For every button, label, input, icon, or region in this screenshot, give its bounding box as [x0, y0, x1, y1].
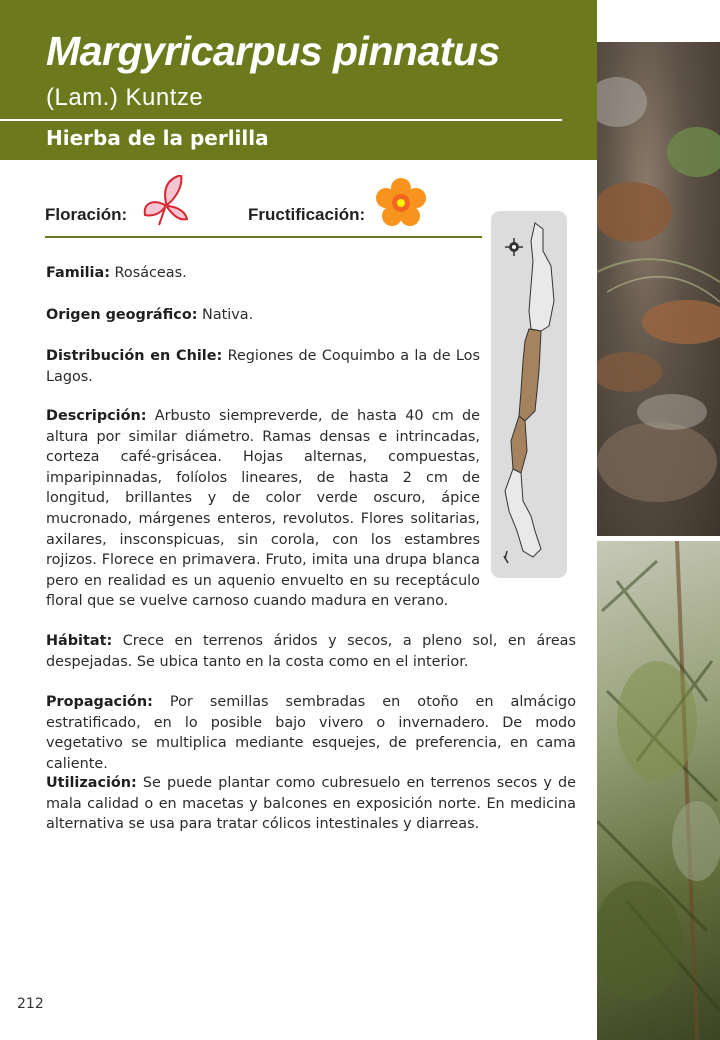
distribucion-text: Regiones de Coquimbo a la de Los Lagos. [46, 348, 480, 385]
propagacion-text: Por semillas sembradas en otoño en almácigo estratificado, en lo posible bajo vivero o invernadero. De modo vegetativo se multiplica mediante esquejes, de preferencia, en cama caliente. [46, 694, 576, 772]
flowering-label: Floración: [45, 205, 128, 224]
habitat-photo-texture [597, 42, 720, 536]
title-banner [0, 0, 597, 160]
propagacion-label: Propagación: [46, 694, 153, 710]
plant-photo-texture [597, 541, 720, 1040]
distribucion-paragraph [46, 346, 480, 387]
section-divider [45, 236, 482, 238]
origen-text: Nativa. [197, 307, 254, 323]
descripcion-paragraph [46, 406, 480, 612]
familia-text: Rosáceas. [109, 265, 187, 281]
habitat-paragraph [46, 631, 576, 672]
butterfly-icon [143, 175, 189, 227]
scientific-name: Margyricarpus pinnatus [46, 28, 500, 74]
utilizacion-paragraph [46, 773, 576, 835]
habitat-label: Hábitat: [46, 633, 113, 649]
page-number: 212 [17, 996, 44, 1012]
utilizacion-label: Utilización: [46, 775, 137, 791]
plant-photo [597, 541, 720, 1040]
chile-map [491, 211, 567, 578]
distribution-map [491, 211, 567, 578]
fruiting-label: Fructificación: [248, 205, 366, 224]
species-author: (Lam.) Kuntze [46, 84, 204, 111]
flower-icon [375, 177, 427, 229]
habitat-photo [597, 42, 720, 536]
distribucion-label: Distribución en Chile: [46, 348, 223, 364]
utilizacion-text: Se puede plantar como cubresuelo en terrenos secos y de mala calidad o en macetas y balcones en exposición norte. En medicina alternativa se usa para tratar cólicos intestinales y diarreas. [46, 775, 576, 833]
origen-paragraph [46, 305, 480, 326]
compass-rose-icon [505, 238, 523, 256]
propagacion-paragraph [46, 692, 576, 774]
common-name: Hierba de la perlilla [46, 126, 269, 150]
habitat-text: Crece en terrenos áridos y secos, a pleno sol, en áreas despejadas. Se ubica tanto en la costa como en el interior. [46, 633, 576, 670]
descripcion-label: Descripción: [46, 408, 147, 424]
descripcion-text: Arbusto siempreverde, de hasta 40 cm de altura por similar diámetro. Ramas densas e intrincadas, corteza café-grisácea. Hojas alternas, compuestas, imparipinnadas, folíolos lineares, de hasta 2 cm de longitud, brillantes y de color verde oscuro, ápice mucronado, márgenes enteros, revolutos. Flores solitarias, axilares, insconspicuas, sin corola, con los estambres rojizos. Florece en primavera. Fruto, imita una drupa blanca pero en realidad es un aquenio envuelto en su receptáculo floral que se vuelve carnoso cuando madura en verano. [46, 408, 480, 610]
origen-label: Origen geográfico: [46, 307, 198, 323]
familia-paragraph [46, 263, 480, 284]
header-divider [0, 119, 562, 121]
familia-label: Familia: [46, 265, 110, 281]
